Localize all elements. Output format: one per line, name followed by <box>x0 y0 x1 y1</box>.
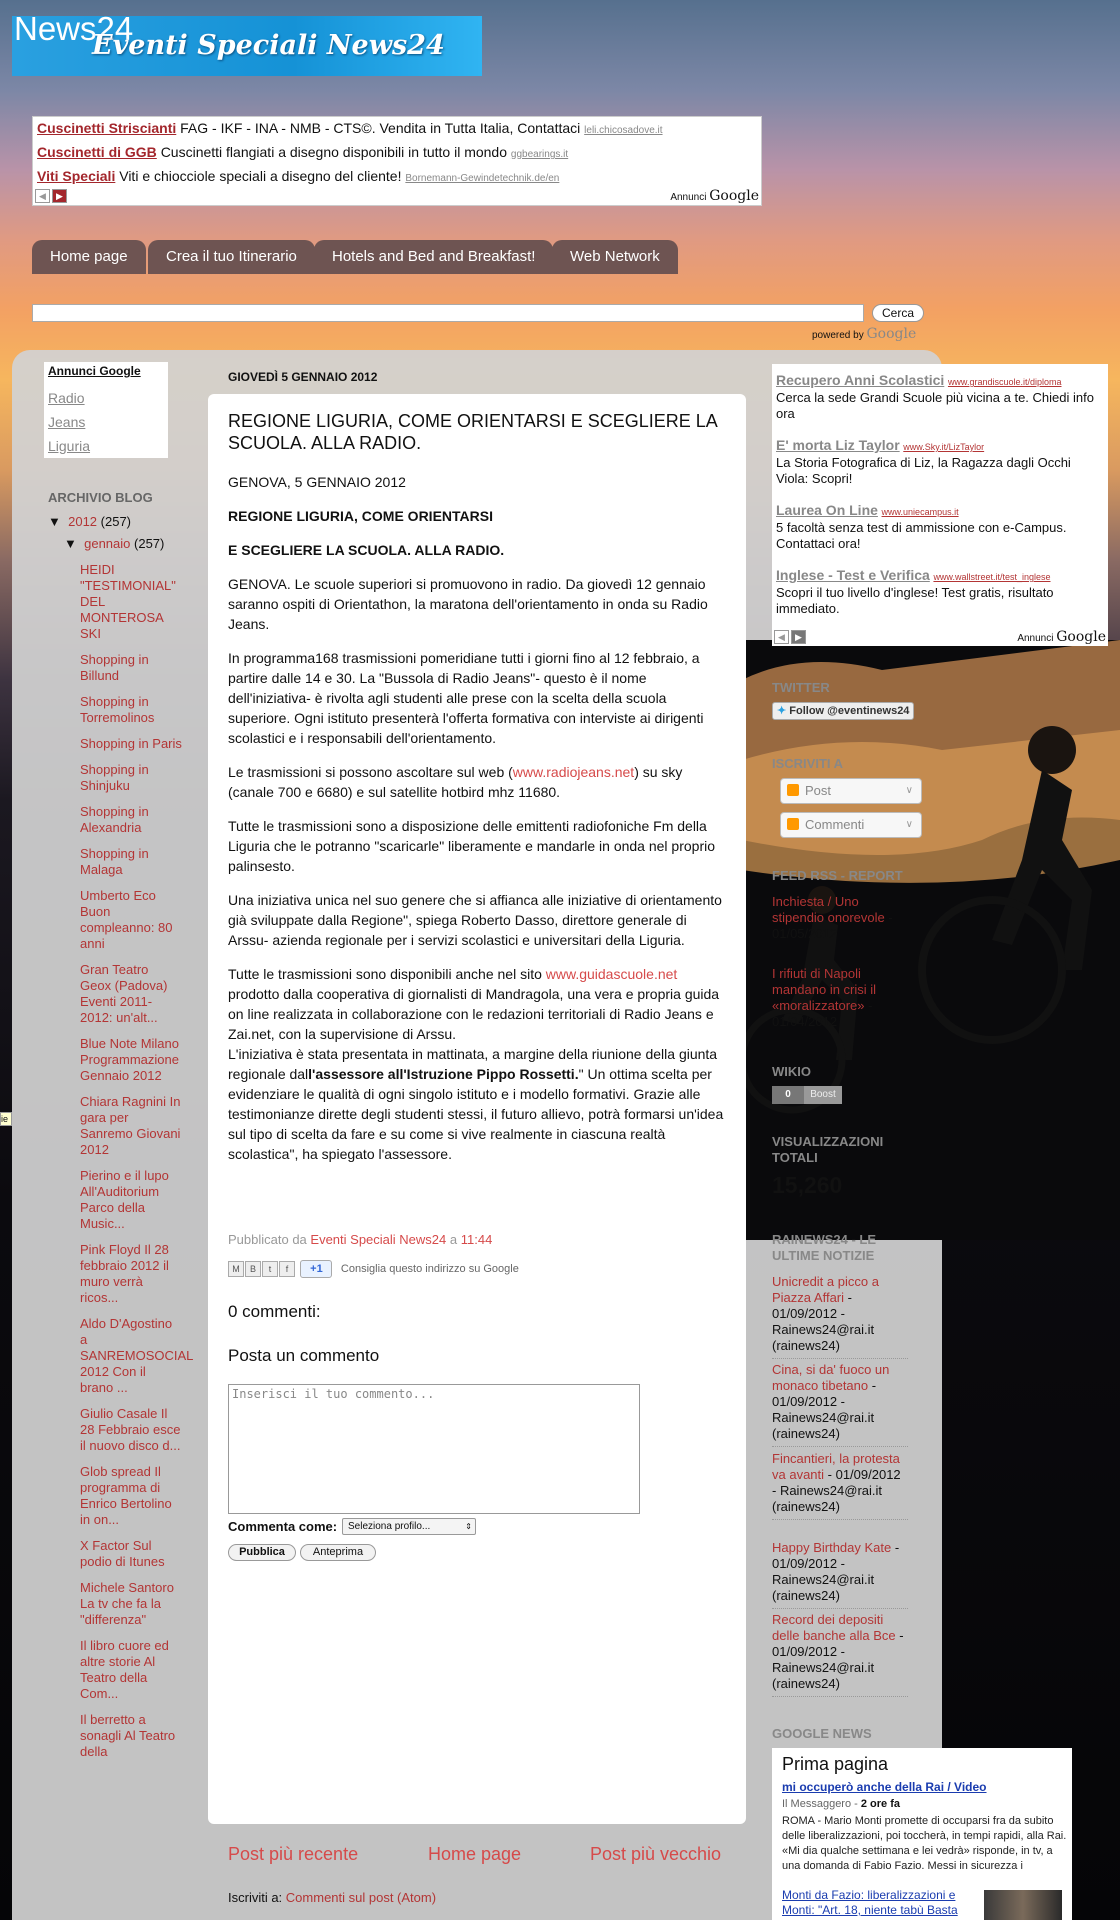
archive-post-link[interactable]: Blue Note Milano Programmazione Gennaio 2012 <box>80 1036 179 1083</box>
archive-post-link[interactable]: Pink Floyd Il 28 febbraio 2012 il muro verrà ricos... <box>80 1242 169 1305</box>
twitter-bird-icon: ✦ <box>777 705 787 717</box>
ad-title[interactable]: E' morta Liz Taylor <box>776 437 900 453</box>
author-link[interactable]: Eventi Speciali News24 <box>310 1232 447 1247</box>
archive-post-link[interactable]: X Factor Sul podio di Itunes <box>80 1538 165 1569</box>
recommend-text: Consiglia questo indirizzo su Google <box>340 1263 519 1275</box>
archive-post-link[interactable]: Chiara Ragnini In gara per Sanremo Giovani 2012 <box>80 1094 181 1157</box>
google-news-title: GOOGLE NEWS <box>772 1726 872 1741</box>
google-news-heading: Prima pagina <box>782 1754 889 1774</box>
ads-by-google[interactable] <box>670 188 759 204</box>
ad-text: Scopri il tuo livello d'inglese! Test gratis, risultato immediato. <box>776 585 1054 616</box>
rainews-meta: - 01/09/2012 - Rainews24@rai.it (rainews24) <box>772 1540 900 1603</box>
share-buttons <box>228 1260 519 1278</box>
ad-title[interactable]: Laurea On Line <box>776 502 878 518</box>
post-comment-heading: Posta un commento <box>228 1346 380 1365</box>
archive-post-link[interactable]: Michele Santoro La tv che fa la "differenza" <box>80 1580 174 1627</box>
tab-itinerario[interactable]: Crea il tuo Itinerario <box>148 240 315 274</box>
tab-web-network[interactable]: Web Network <box>552 240 678 274</box>
atom-comments-link[interactable]: Commenti sul post (Atom) <box>285 1890 437 1905</box>
comments-count: 0 commenti: <box>228 1302 321 1321</box>
news-thumbnail-image[interactable] <box>984 1890 1062 1920</box>
collapse-triangle-icon[interactable]: ▼ <box>48 514 61 529</box>
archive-post-link[interactable]: Il libro cuore ed altre storie Al Teatro della Com... <box>80 1638 169 1701</box>
subscribe-title: ISCRIVITI A <box>772 756 844 771</box>
ad-text: Cuscinetti flangiati a disegno disponibili in tutto il mondo <box>160 144 508 160</box>
archive-month-link[interactable]: gennaio <box>84 536 131 551</box>
at-label: a <box>449 1232 458 1247</box>
post-dateline: GENOVA, 5 GENNAIO 2012 <box>228 474 406 490</box>
search-button[interactable]: Cerca <box>872 304 924 322</box>
ad-next-icon[interactable]: ▶ <box>52 189 67 203</box>
rainews-meta: - 01/09/2012 - Rainews24@rai.it (rainews24) <box>772 1467 901 1514</box>
ad-url[interactable]: www.wallstreet.it/test_inglese <box>933 572 1051 582</box>
bold-text: l'assessore all'Istruzione Pippo Rossetti. <box>308 1066 579 1082</box>
archive-post-link[interactable]: Shopping in Paris <box>80 736 182 751</box>
ad-url[interactable]: www.uniecampus.it <box>881 507 959 517</box>
archive-post-link[interactable]: Pierino e il lupo All'Auditorium Parco della Music... <box>80 1168 169 1231</box>
ads-label: Annunci <box>670 192 707 203</box>
post-paragraph <box>228 762 728 802</box>
wikio-boost-button[interactable]: Boost <box>804 1086 842 1104</box>
rainews-link[interactable]: Unicredit a picco a Piazza Affari <box>772 1274 879 1305</box>
rainews-link[interactable]: Fincantieri, la protesta va avanti <box>772 1451 900 1482</box>
post-footer <box>228 1232 492 1247</box>
ad-title[interactable]: Cuscinetti di GGB <box>37 144 157 160</box>
twitter-title: TWITTER <box>772 680 830 695</box>
profile-select[interactable] <box>342 1518 476 1535</box>
feed-link[interactable]: Inchiesta / Uno stipendio onorevole <box>772 894 885 925</box>
preview-button[interactable]: Anteprima <box>300 1544 376 1561</box>
rainews-item <box>772 1451 908 1520</box>
edge-tab[interactable]: ie <box>0 1112 12 1126</box>
google-logo: Google <box>709 188 759 204</box>
search-input[interactable] <box>32 304 864 322</box>
ads-label: Annunci <box>1017 633 1054 644</box>
ad-next-icon[interactable]: ▶ <box>791 630 806 644</box>
powered-by-google <box>812 326 916 342</box>
posted-by-label: Pubblicato da <box>228 1232 307 1247</box>
google-logo: Google <box>866 326 917 342</box>
publish-button[interactable]: Pubblica <box>228 1544 296 1561</box>
archive-post-link[interactable]: Shopping in Malaga <box>80 846 149 877</box>
rainews-meta: - 01/09/2012 - Rainews24@rai.it (rainews24) <box>772 1628 904 1691</box>
text: " Un ottima scelta per evidenziare le qualità di ogni singolo istituto e i modello formativi. Grazie alle testimonianze dirette degli studenti stessi, il futuro allievo, potrà formarsi un'idea sul tipo di scelta da fare e su come si vive realmente in ciascuna realtà scolastica", ha spiegato l'assessore. <box>228 1066 724 1162</box>
rainews-item <box>772 1362 908 1447</box>
ad-link-liguria[interactable]: Liguria <box>48 438 91 454</box>
archive-post-link[interactable]: Shopping in Billund <box>80 652 149 683</box>
feed-item <box>772 894 908 942</box>
comment-as-label: Commenta come: <box>228 1519 338 1534</box>
post-body <box>228 472 728 1178</box>
post-date-header: GIOVEDÌ 5 GENNAIO 2012 <box>228 370 378 384</box>
archive-post-link[interactable]: Giulio Casale Il 28 Febbraio esce il nuovo disco d... <box>80 1406 181 1453</box>
post-paragraph: Una iniziativa unica nel suo genere che si affianca alle iniziative di orientamento già sviluppate dalla Regione", spiega Roberto Dasso, direttore generale di Arssu- azienda regionale per i servizi scolastici e universitari della Liguria. <box>228 892 722 948</box>
ad-text: Cerca la sede Grandi Scuole più vicina a te. Chiedi info ora <box>776 390 1094 421</box>
select-arrows-icon: ⇕ <box>465 1522 472 1531</box>
ad-text: 5 facoltà senza test di ammissione con e-Campus. Contattaci ora! <box>776 520 1067 551</box>
rainews-title: RAINEWS24 - LE ULTIME NOTIZIE <box>772 1232 877 1263</box>
collapse-triangle-icon[interactable]: ▼ <box>64 536 77 551</box>
text: Le trasmissioni si possono ascoltare sul web ( <box>228 764 513 780</box>
blog-title[interactable]: News24 <box>14 10 134 47</box>
post-paragraph: In programma168 trasmissioni pomeridiane tutti i giorni fino al 12 febbraio, a partire dalle 14 e 30. La "Bussola di Radio Jeans"- questo è il nome dell'iniziativa- è rivolta agli studenti alle prese con la scelta della scuola superiore. Ogni istituto presenterà l'offerta formativa con interviste ai dirigenti scolastici e i responsabili dell'orientamento. <box>228 650 704 746</box>
archive-post-link[interactable]: Il berretto a sonagli Al Teatro della <box>80 1712 176 1759</box>
ad-row[interactable] <box>37 168 559 184</box>
profile-select-value: Seleziona profilo... <box>348 1521 431 1532</box>
archive-post-link[interactable]: Umberto Eco Buon compleanno: 80 anni <box>80 888 173 951</box>
archive-year-count: (257) <box>100 514 132 529</box>
archive-post-link[interactable]: Gran Teatro Geox (Padova) Eventi 2011-2012: un'alt... <box>80 962 168 1025</box>
ad-title[interactable]: Viti Speciali <box>37 168 116 184</box>
ad-prev-icon[interactable]: ◀ <box>774 630 789 644</box>
news-age: 2 ore fa <box>860 1798 901 1810</box>
google-news-source: Il Messaggero - 2 ore fa <box>782 1798 901 1810</box>
subscribe-comments-dropdown[interactable] <box>780 812 922 838</box>
google-news-snippet: ROMA - Mario Monti promette di occuparsi fra da subito delle liberalizzazioni, poi toccherà, in tempi rapidi, alla Rai. «Mi dia qualche settimana e lei vedrà» risponde, in tv, a una domanda di Fabio Fazio. Messi in sicurezza i <box>782 1815 1067 1872</box>
views-title: VISUALIZZAZIONI TOTALI <box>772 1134 884 1165</box>
google-news-box <box>772 1748 1072 1920</box>
post-paragraph <box>228 964 728 1044</box>
google-news-article-link[interactable]: Monti da Fazio: liberalizzazioni e Monti: "Art. 18, niente tabù Basta <box>782 1888 958 1917</box>
ad-url[interactable]: ggbearings.it <box>510 149 569 160</box>
rainews-link[interactable]: Record dei depositi delle banche alla Bce <box>772 1612 896 1643</box>
powered-by-label: powered by <box>812 330 864 341</box>
feed-item <box>772 966 908 1030</box>
rainews-link[interactable]: Cina, si da' fuoco un monaco tibetano <box>772 1362 890 1393</box>
ad-text: Viti e chiocciole speciali a disegno del cliente! <box>119 168 402 184</box>
subscribe-posts-label: Post <box>805 783 832 798</box>
archive-post-link[interactable]: HEIDI "TESTIMONIAL" DEL MONTEROSA SKI <box>80 562 176 641</box>
ad-url[interactable]: www.Sky.it/LizTaylor <box>903 442 985 452</box>
text: prodotto dalla cooperativa di giornalisti di Mandragola, una vera e propria guida on line realizzata in collaborazione con le redazioni territoriali di Radio Jeans e Zai.net, con la supervisione di Arssu. <box>228 986 720 1042</box>
twitter-icon[interactable]: t <box>262 1261 278 1277</box>
archive-post-link[interactable]: Shopping in Torremolinos <box>80 694 155 725</box>
blogthis-icon[interactable]: B <box>245 1261 261 1277</box>
rainews-link[interactable]: Happy Birthday Kate <box>772 1540 892 1555</box>
comment-textarea[interactable]: Inserisci il tuo commento... <box>228 1384 640 1514</box>
feed-link[interactable]: I rifiuti di Napoli mandano in crisi il «moralizzatore» <box>772 966 877 1013</box>
newer-post-link[interactable]: Post più recente <box>228 1844 359 1864</box>
ad-title[interactable]: Cuscinetti Striscianti <box>37 120 177 136</box>
right-ad[interactable] <box>776 502 1101 552</box>
radiojeans-link[interactable]: www.radiojeans.net <box>512 764 635 780</box>
home-page-link[interactable]: Home page <box>428 1844 522 1864</box>
news-source: Il Messaggero <box>782 1798 852 1810</box>
ad-row[interactable] <box>37 144 568 160</box>
subscribe-label: Iscriviti a: <box>228 1890 283 1905</box>
archive-post-link[interactable]: Shopping in Shinjuku <box>80 762 149 793</box>
rainews-meta: - 01/09/2012 - Rainews24@rai.it (rainews24) <box>772 1290 875 1353</box>
google-news-article-link[interactable]: mi occuperò anche della Rai / Video <box>782 1780 987 1794</box>
ad-link-radio[interactable]: Radio <box>48 390 85 406</box>
right-ad[interactable] <box>776 372 1101 422</box>
right-ad[interactable] <box>776 437 1101 487</box>
archive-month[interactable] <box>64 536 164 551</box>
right-ad[interactable] <box>776 567 1101 617</box>
left-ad-links <box>44 362 168 458</box>
chevron-down-icon: ∨ <box>905 819 913 830</box>
text: L'iniziativa è stata presentata in mattinata, a margine della riunione della giunta regionale dal <box>228 1046 718 1082</box>
chevron-down-icon: ∨ <box>905 785 913 796</box>
rainews-item <box>772 1274 908 1359</box>
left-ads-heading[interactable]: Annunci Google <box>48 364 141 378</box>
blog-header[interactable] <box>12 10 482 76</box>
right-ad-block <box>772 364 1108 646</box>
archive-title: ARCHIVIO BLOG <box>48 490 153 505</box>
post-time-link[interactable]: 11:44 <box>460 1232 493 1247</box>
ad-link-jeans[interactable]: Jeans <box>48 414 86 430</box>
subscribe-comments-label: Commenti <box>805 817 865 832</box>
wikio-count: 0 <box>772 1086 804 1104</box>
ad-row[interactable] <box>37 120 663 136</box>
post-title: REGIONE LIGURIA, COME ORIENTARSI E SCEGLIERE LA SCUOLA. ALLA RADIO. <box>228 411 717 453</box>
ad-text: La Storia Fotografica di Liz, la Ragazza dagli Occhi Viola: Scopri! <box>776 455 1071 486</box>
archive-year[interactable] <box>48 514 131 529</box>
twitter-follow-button[interactable] <box>772 702 914 720</box>
views-count: 15,260 <box>772 1172 843 1198</box>
rss-icon <box>787 818 799 830</box>
tab-hotels[interactable]: Hotels and Bed and Breakfast! <box>314 240 553 274</box>
feed-title: FEED RSS - REPORT <box>772 868 903 883</box>
text: ) su sky (canale 700 e 6680) e sul satellite hotbird mhz 11680. <box>228 764 683 800</box>
subscribe-posts-dropdown[interactable] <box>780 778 922 804</box>
post-subtitle: E SCEGLIERE LA SCUOLA. ALLA RADIO. <box>228 542 505 558</box>
post-paragraph: GENOVA. Le scuole superiori si promuovono in radio. Da giovedì 12 gennaio saranno ospiti di Orientathon, la maratona dell'orientamento in onda su Radio Jeans. <box>228 576 708 632</box>
rss-icon <box>787 784 799 796</box>
facebook-icon[interactable]: f <box>279 1261 295 1277</box>
rainews-item <box>772 1540 908 1609</box>
archive-post-link[interactable]: Glob spread Il programma di Enrico Bertolino in on... <box>80 1464 172 1527</box>
top-ad-block <box>32 116 762 206</box>
google-logo: Google <box>1056 629 1106 645</box>
ads-by-google[interactable] <box>1017 629 1106 645</box>
feed-meta: - 01/04/2012 <box>772 998 873 1029</box>
ad-url[interactable]: Bornemann-Gewindetechnik.de/en <box>405 173 560 184</box>
wikio-title: WIKIO <box>772 1064 811 1079</box>
text: Tutte le trasmissioni sono disponibili anche nel sito <box>228 966 546 982</box>
email-icon[interactable]: M <box>228 1261 244 1277</box>
follow-label: Follow @eventinews24 <box>789 705 910 717</box>
tab-home[interactable]: Home page <box>32 240 146 274</box>
ad-url[interactable]: www.grandiscuole.it/diploma <box>947 377 1062 387</box>
archive-post-link[interactable]: Shopping in Alexandria <box>80 804 149 835</box>
ad-prev-icon[interactable]: ◀ <box>35 189 50 203</box>
ad-title[interactable]: Recupero Anni Scolastici <box>776 372 945 388</box>
feed-meta: - 01/05/2012 <box>772 910 893 941</box>
subscribe-comments <box>228 1890 436 1905</box>
rainews-item <box>772 1612 908 1697</box>
ad-url[interactable]: leli.chicosadove.it <box>584 125 663 136</box>
archive-month-count: (257) <box>134 536 165 551</box>
archive-post-link[interactable]: Aldo D'Agostino a SANREMOSOCIAL 2012 Con il brano ... <box>80 1316 193 1395</box>
post-subtitle: REGIONE LIGURIA, COME ORIENTARSI <box>228 508 493 524</box>
ad-text: FAG - IKF - INA - NMB - CTS©. Vendita in Tutta Italia, Contattaci <box>180 120 581 136</box>
plus-one-button[interactable]: +1 <box>300 1260 332 1278</box>
blog-description: Eventi Speciali News24 <box>92 30 445 61</box>
archive-year-link[interactable]: 2012 <box>68 514 98 529</box>
older-post-link[interactable]: Post più vecchio <box>590 1844 722 1864</box>
archive-post-list <box>80 562 193 1770</box>
post-paragraph: Tutte le trasmissioni sono a disposizione delle emittenti radiofoniche Fm della Liguria che le potranno "scaricarle" liberamente e mandarle in onda nel proprio palinsesto. <box>228 818 715 874</box>
guidascuole-link[interactable]: www.guidascuole.net <box>545 966 678 982</box>
ad-title[interactable]: Inglese - Test e Verifica <box>776 567 930 583</box>
post-paragraph <box>228 1044 728 1164</box>
rainews-meta: - 01/09/2012 - Rainews24@rai.it (rainews24) <box>772 1378 877 1441</box>
